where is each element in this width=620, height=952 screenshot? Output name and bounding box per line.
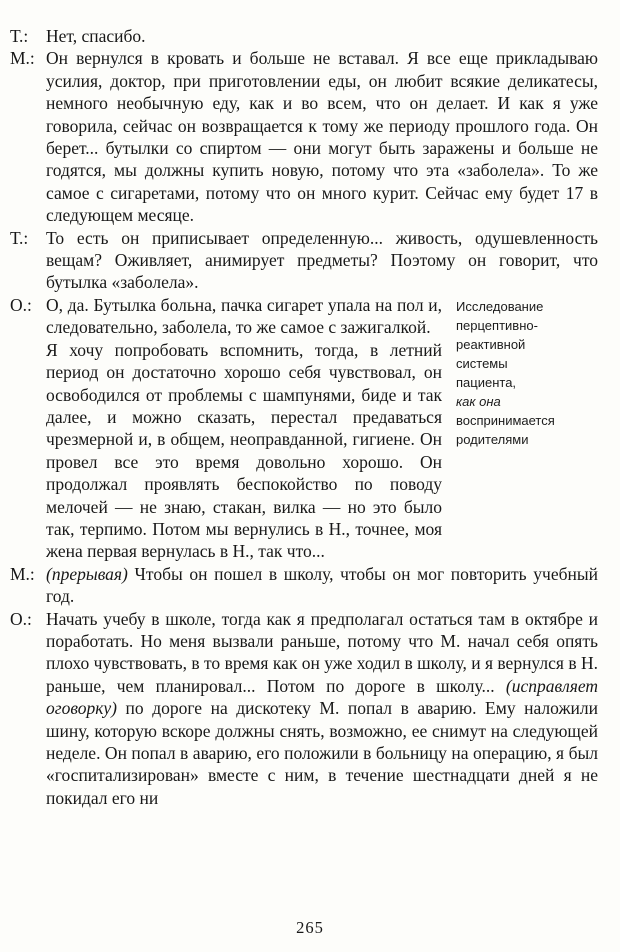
stage-direction: (прерывая) [46,563,128,584]
margin-note-line: Исследование [456,298,544,314]
dialog-entry [10,608,598,810]
dialog-text-segment: Чтобы он пошел в школу, чтобы он мог повторить учебный год. [46,563,598,607]
dialog-text: Он вернулся в кровать и больше не вставал. Я все еще прикладываю усилия, доктор, при приготовлении еды, он любит всякие деликатесы, немного необычную еду, как и во всем, что он делает. И как я уже говорила, сейчас он возвращается к тому же периоду прошлого года. Он берет... бутылки со спиртом — они могут быть заражены и больше не годятся, мы должны купить новую, потому что эта «заболела». То же самое с сигаретами, потому что он много курит. Сейчас ему будет 17 в следующем месяце. [46,48,598,226]
page-content [10,25,598,906]
dialog-text: Нет, спасибо. [46,26,146,46]
dialog-entry [10,25,598,47]
dialog-entry [10,227,598,294]
speaker-label: О.: [10,608,32,629]
speaker-label: Т.: [10,227,29,248]
margin-note-line: воспринимается [456,412,555,428]
dialog-text-segment: Начать учебу в школе, тогда как я предполагал остаться там в октябре и поработать. Но меня вызвали раньше, потому что М. начал себя опять плохо чувствовать, в то время как он уже ходил в школу, и я вернулся в Н. раньше, чем планировал... Потом по дороге в школу... [46,608,598,696]
margin-note [456,297,588,449]
margin-note-line: перцептивно- [456,317,538,333]
margin-note-line: родителями [456,431,529,447]
dialog-entry [10,47,598,226]
dialog-text [46,608,598,810]
page-number: 265 [296,918,324,937]
dialog-text: То есть он приписывает определенную... живость, одушевленность вещам? Оживляет, анимирует предметы? Поэтому он говорит, что бутылка «заболела». [46,227,598,293]
dialog-entry [10,563,598,608]
margin-note-line: реактивной [456,336,526,352]
speaker-label: М.: [10,48,35,69]
margin-note-line: пациента, [456,374,517,390]
speaker-label: О.: [10,294,32,315]
speaker-label: Т.: [10,26,29,46]
dialog-text [46,563,598,608]
margin-note-line: системы [456,355,508,371]
dialog-entry [10,294,598,563]
dialog-text-segment: по дороге на дискотеку М. попал в аварию. Ему наложили шину, которую вскоре должны снять, возможно, ее снимут на следующей неделе. Он попал в аварию, его положили в больницу на операцию, я был «госпитализирован» вместе с ним, в течение шестнадцати дней я не покидал его ни [46,698,598,808]
stage-direction: (исправляет оговорку) [46,675,598,719]
speaker-label: М.: [10,563,35,584]
dialog-text [46,294,442,563]
dialog-paragraph: Я хочу попробовать вспомнить, тогда, в летний период он достаточно хорошо себя чувствовал, он освободился от проблемы с шампунями, биде и так далее, и можно сказать, перестал предаваться чрезмерной и, в общем, неоправданной, гигиене. Он провел все это время довольно хорошо. Он продолжал проявлять беспокойство по поводу мелочей — не знаю, стакан, вилка — но это было так, терпимо. Потом мы вернулись в Н., точнее, моя жена первая вернулась в Н., так что... [46,339,442,562]
margin-note-line: как она [456,393,501,409]
dialog-paragraph: О, да. Бутылка больна, пачка сигарет упала на пол и, следовательно, заболела, то же самое с зажигалкой. [46,294,442,338]
